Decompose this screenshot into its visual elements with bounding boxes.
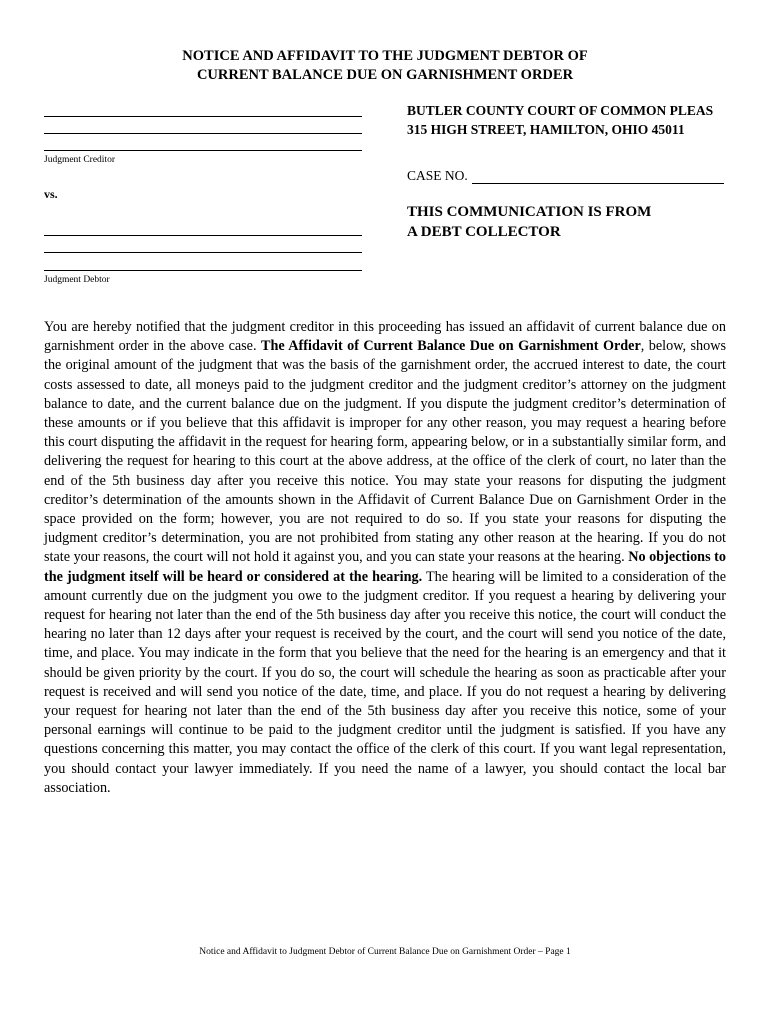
creditor-name-line-2[interactable] xyxy=(44,133,362,134)
notice-body-paragraph xyxy=(44,318,726,798)
body-text-part-1: You are hereby notified that the judgment creditor in this proceeding has issued an affidavit of current balance due on garnishment order in the above case. xyxy=(44,319,726,355)
case-number-field xyxy=(407,168,724,184)
body-bold-affidavit-title: The Affidavit of Current Balance Due on Garnishment Order xyxy=(260,338,641,355)
title-line-2: CURRENT BALANCE DUE ON GARNISHMENT ORDER xyxy=(196,67,574,83)
creditor-name-line-1[interactable] xyxy=(44,116,362,117)
debtor-name-line-3[interactable] xyxy=(44,270,362,271)
body-text-part-3: The hearing will be limited to a consideration of the amount currently due on the judgment you owe to the judgment creditor. If you request a hearing by delivering your request for hearing not later than the end of the 5th business day after you receive this notice, the court will conduct the hearing no later than 12 days after your request is received by the court, and the court will send you notice of the date, time, and place. You may indicate in the form that you believe that the need for the hearing is an emergency and that it should be given priority by the court. If you do so, the court will schedule the hearing as soon as practicable after your request is received and will send you notice of the date, time, and place. If you do not request a hearing by delivering your request for hearing not later than the end of the 5th business day after you receive this notice, some of your personal earnings will continue to be paid to the judgment creditor until the judgment is satisfied. If you have any questions concerning this matter, you may contact the office of the clerk of this court. If you want legal representation, you should contact your lawyer immediately. If you need the name of a lawyer, you should contact the local bar association. xyxy=(44,568,726,796)
debtor-name-line-2[interactable] xyxy=(44,252,362,253)
court-info xyxy=(407,101,713,139)
debt-notice-line-2: A DEBT COLLECTOR xyxy=(407,224,561,240)
court-address: 315 HIGH STREET, HAMILTON, OHIO 45011 xyxy=(407,122,685,137)
debt-notice-line-1: THIS COMMUNICATION IS FROM xyxy=(407,204,652,220)
judgment-debtor-label: Judgment Debtor xyxy=(44,275,110,285)
document-title xyxy=(0,47,770,85)
case-number-label: CASE NO. xyxy=(407,168,468,183)
body-bold-no-objections: No objections to the judgment itself will be heard or considered at the hearing. xyxy=(44,549,726,585)
court-name: BUTLER COUNTY COURT OF COMMON PLEAS xyxy=(407,103,714,118)
page-footer: Notice and Affidavit to Judgment Debtor of Current Balance Due on Garnishment Order – Page 1 xyxy=(199,947,571,957)
versus-label: vs. xyxy=(44,187,58,201)
judgment-creditor-label: Judgment Creditor xyxy=(44,155,115,165)
debtor-name-line-1[interactable] xyxy=(44,235,362,236)
title-line-1: NOTICE AND AFFIDAVIT TO THE JUDGMENT DEBTOR OF xyxy=(182,48,588,64)
debt-collector-notice xyxy=(407,202,651,242)
body-text-part-2: , below, shows the original amount of the judgment that was the basis of the garnishment order, the accrued interest to date, the court costs assessed to date, all moneys paid to the judgment creditor and the judgment creditor’s attorney on the judgment balance to date, and the current balance due on the judgment. If you dispute the judgment creditor’s determination of these amounts or if you believe that this affidavit is improper for any other reason, you may request a hearing before this court disputing the affidavit in the request for hearing form, appearing below, or in a substantially similar form, and delivering the request for hearing to this court at the above address, at the office of the clerk of court, no later than the end of the 5th business day after you receive this notice. You may state your reasons for disputing the judgment creditor’s determination of the amounts shown in the Affidavit of Current Balance Due on Garnishment Order in the space provided on the form; however, you are not required to do so. If you state your reasons for disputing the judgment creditor’s determination, you are not prohibited from stating any other reason at the hearing. If you do not state your reasons, the court will not hold it against you, and you can state your reasons at the hearing. xyxy=(44,338,726,566)
creditor-name-line-3[interactable] xyxy=(44,150,362,151)
case-number-line[interactable] xyxy=(472,170,724,184)
